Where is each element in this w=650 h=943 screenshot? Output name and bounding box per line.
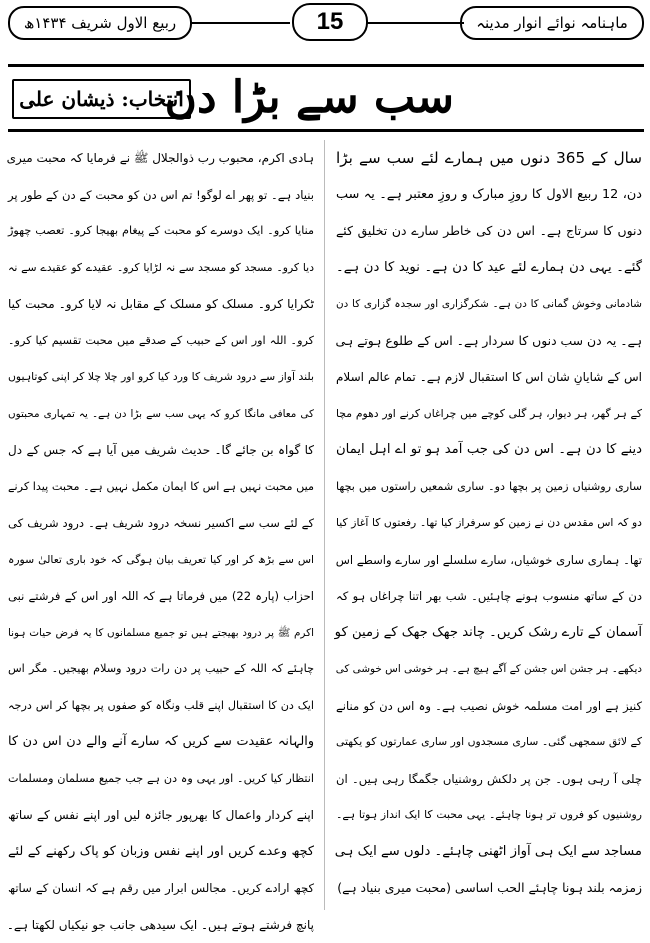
article-column-left xyxy=(8,140,314,915)
article-line: ہے۔ یہ دن سب دنوں کا سردار ہے۔ اس کے طلوع ہوتے ہی xyxy=(336,323,642,360)
article-line: کے لائق سمجھی گئی۔ ساری مسجدوں اور ساری عمارتوں کو یکھتی xyxy=(336,724,642,761)
article-line: کنیز ہے اور امت مسلمہ خوش نصیب ہے۔ وہ اس دن کو منانے xyxy=(336,688,642,725)
article-line: بنیاد ہے۔ تو پھر اے لوگو! تم اس دن کو محبت کے دن کے طور پر xyxy=(8,177,314,214)
article-line: روشنیوں کو فروں تر ہونا چاہئے۔ یہی محبت کا ایک انداز ہوتا ہے۔ xyxy=(336,797,642,834)
article-line: اپنے کردار واعمال کا بھرپور جائزہ لیں اور اپنے نفس کے ساتھ xyxy=(8,797,314,834)
page-number: 15 xyxy=(317,8,344,36)
issue-date-box xyxy=(8,6,192,40)
byline-box xyxy=(12,79,191,119)
article-line: آسمان کے تارے رشک کریں۔ چاند جھک جھک کے زمین کو xyxy=(336,615,642,652)
article-line: دیکھے۔ ہر جشن اس جشن کے آگے ہیچ ہے۔ ہر خوشی اس خوشی کی xyxy=(336,651,642,688)
article-line: احزاب (پارہ 22) میں فرماتا ہے کہ اللہ اور اس کے فرشتے نبی xyxy=(8,578,314,615)
article-line: مساجد سے ایک ہی آواز اٹھنی چاہئے۔ دلوں سے ایک ہی xyxy=(336,834,642,871)
header-rule-left xyxy=(190,22,290,24)
article-line: دن کے ساتھ منسوب ہونے چاہئیں۔ شب بھر اتنا چراغاں ہو کہ xyxy=(336,578,642,615)
article-line: ہادی اکرم، محبوب رب ذوالجلال ﷺ نے فرمایا کہ محبت میری xyxy=(8,140,314,177)
article-line: ایک دن کا استقبال اپنے قلب ونگاہ کو صفوں پر بچھا کر اس درجہ xyxy=(8,688,314,725)
article-line: کچھ ارادے کریں۔ مجالس ابرار میں رقم ہے کہ انسان کے ساتھ xyxy=(8,870,314,907)
magazine-name-box xyxy=(460,6,644,40)
article-line: میں محبت نہیں ہے اس کا ایمان مکمل نہیں ہے۔ محبت پیدا کرنے xyxy=(8,469,314,506)
article-line: سال کے 365 دنوں میں ہمارے لئے سب سے بڑا xyxy=(336,140,642,177)
issue-date: ربیع الاول شریف ۱۴۳۴ھ xyxy=(24,14,176,32)
article-line: دنوں کا سرتاج ہے۔ اس دن کی خاطر سارے دن تخلیق کئے xyxy=(336,213,642,250)
column-divider xyxy=(324,140,325,910)
article-line: ساری روشنیاں زمین پر بچھا دو۔ ساری شمعیں راستوں میں بچھا xyxy=(336,469,642,506)
article-line: کرو۔ اللہ اور اس کے حبیب کے صدقے میں محبت تقسیم کیا کرو۔ xyxy=(8,323,314,360)
article-line: دیا کرو۔ مسجد کو مسجد سے نہ لڑایا کرو۔ عقیدے کو عقیدے سے نہ xyxy=(8,250,314,287)
title-band xyxy=(8,64,644,132)
article-line: کے ہر گھر، ہر دیوار، ہر گلی کوچے میں چراغاں کرنے اور دھوم مچا xyxy=(336,396,642,433)
article-line: منایا کرو۔ ایک دوسرے کو محبت کے پیغام بھیجا کرو۔ تعصب چھوڑ xyxy=(8,213,314,250)
article-line: بلند آواز سے درود شریف کا ورد کیا کرو اور چلا چلا کر اپنی کوتاہیوں xyxy=(8,359,314,396)
article-line: دینے کا دن ہے۔ اس دن کی جب آمد ہو تو اے اہل ایمان xyxy=(336,432,642,469)
article-line: دو کہ اس مقدس دن نے زمین کو سرفراز کیا تھا۔ رفعتوں کا آغاز کیا xyxy=(336,505,642,542)
article-title: سب سے بڑا دن xyxy=(165,67,454,129)
article-line: چلی آ رہی ہوں۔ جن پر دلکش روشنیاں جگمگا رہی ہیں۔ ان xyxy=(336,761,642,798)
header-rule-right xyxy=(366,22,464,24)
article-line: کچھ وعدے کریں اور اپنے نفس وزبان کو پاک رکھنے کے لئے xyxy=(8,834,314,871)
article-line: زمزمہ بلند ہونا چاہئے الحب اساسی (محبت میری بنیاد ہے) xyxy=(336,870,642,907)
article-line: شادمانی وخوش گمانی کا دن ہے۔ شکرگزاری اور سجدہ گزاری کا دن xyxy=(336,286,642,323)
article-line: کا گواہ بن جائے گا۔ حدیث شریف میں آیا ہے کہ جس کے دل xyxy=(8,432,314,469)
article-line: انتظار کیا کریں۔ اور یہی وہ دن ہے جب جمیع مسلمان ومسلمات xyxy=(8,761,314,798)
magazine-name: ماہنامہ نوائے انوار مدینہ xyxy=(476,14,628,32)
article-line: کی معافی مانگا کرو کہ یہی سب سے بڑا دن ہے۔ یہ تمہاری محبتوں xyxy=(8,396,314,433)
article-line: اکرم ﷺ پر درود بھیجتے ہیں تو جمیع مسلمانوں کا یہ فرض حیات ہونا xyxy=(8,615,314,652)
article-line: دن، 12 ربیع الاول کا روزِ مبارک و روزِ معتبر ہے۔ یہ سب xyxy=(336,177,642,214)
article-column-right xyxy=(336,140,642,915)
article-line: پانچ فرشتے ہوتے ہیں۔ ایک سیدھی جانب جو نیکیاں لکھتا ہے۔ xyxy=(8,907,314,943)
article-line: اس سے بڑھ کر اور کیا تعریف بیان ہوگی کہ خود باری تعالیٰ سورہ xyxy=(8,542,314,579)
byline: انتخاب: ذیشان علی xyxy=(19,87,184,111)
article-line: گئے۔ یہی دن ہمارے لئے عید کا دن ہے۔ نوید کا دن ہے۔ xyxy=(336,250,642,287)
article-line: والہانہ عقیدت سے کریں کہ سارے آنے والے دن اس دن کا xyxy=(8,724,314,761)
article-line: ٹکرایا کرو۔ مسلک کو مسلک کے مقابل نہ لایا کرو۔ محبت کیا xyxy=(8,286,314,323)
article-line: تھا۔ ہماری ساری خوشیاں، سارے سلسلے اور سارے واسطے اس xyxy=(336,542,642,579)
page-number-box xyxy=(292,3,368,41)
article-line: چاہئے کہ اللہ کے حبیب پر دن رات درود وسلام بھیجیں۔ مگر اس xyxy=(8,651,314,688)
article-line: کے لئے سب سے اکسیر نسخہ درود شریف ہے۔ درود شریف کی xyxy=(8,505,314,542)
article-line: اس کے شایانِ شان اس کا استقبال لازم ہے۔ تمام عالم اسلام xyxy=(336,359,642,396)
